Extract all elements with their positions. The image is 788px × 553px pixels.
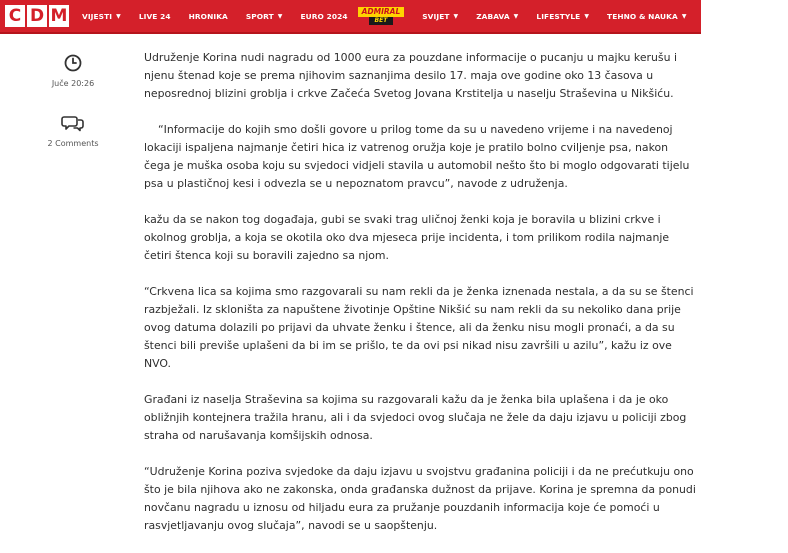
article-paragraph: kažu da se nakon tog događaja, gubi se svaki trag uličnoj ženki koja je boravila u blizini crkve i okolnog groblja, a koja se okotila oko dva mjeseca prije incidenta, i tom prilikom rodila najmanje četiri štenca koji su boravili zajedno sa njom. [144, 213, 670, 262]
nav-item-label: SPORT [245, 11, 274, 21]
article-paragraph: Građani iz naselja Straševina sa kojima su razgovarali kažu da je ženka bila uplašena i da je oko obližnjih kontejnera tražila hranu, ali i da svjedoci ovog slučaja ne žele da daju izjavu u policiji zbog straha od narušavanja komšijskih odnosa. [144, 393, 687, 442]
nav-item-label: ZABAVA [476, 11, 510, 21]
chevron-down-icon: ▼ [513, 12, 519, 20]
nav-item-label: VIJESTI [82, 11, 113, 21]
nav-item-live-24[interactable] [139, 12, 171, 21]
article-paragraph: “Crkvena lica sa kojima smo razgovarali su nam rekli da je ženka iznenada nestala, a da su se štenci razbježali. Iz skloništa za napuštene životinje Opštine Nikšić su nam rekli da su nekoliko dana prije ovog datuma dolazili po prijavi da uhvate ženku i štence, ali da ženku nisu mogli pronaći, a da su štenci bili previše uplašeni da bi im se prišlo, te da ovi psi nikad nisu završili u azilu”, kažu iz ove NVO. [144, 285, 694, 370]
clock-icon [64, 54, 82, 72]
nav-item-label: SVIJET [422, 11, 450, 21]
article-paragraph: Udruženje Korina nudi nagradu od 1000 eura za pouzdane informacije o pucanju u majku kerušu i njenu štenad koje se prema njihovim saznanjima desilo 17. maja ove godine oko 13 časova u neposrednoj blizini groblja i crkve Začeća Svetog Jovana Krstitelja u naselju Straševina u Nikšiću. [144, 51, 677, 100]
nav-item-tehno-nauka[interactable] [607, 12, 686, 21]
publish-time [38, 54, 108, 88]
nav-item-label: TEHNO & NAUKA [607, 11, 678, 21]
chevron-down-icon: ▼ [116, 12, 121, 20]
comments-count-text: 2 Comments [47, 139, 99, 148]
nav-item-sport[interactable] [246, 12, 283, 21]
site-logo[interactable] [5, 5, 71, 27]
nav-item-zabava[interactable] [476, 12, 518, 21]
chevron-down-icon: ▼ [453, 12, 459, 20]
main-nav [82, 0, 788, 32]
top-navigation-bar [0, 0, 770, 34]
nav-item-hronika[interactable] [189, 12, 228, 21]
article-meta [38, 54, 108, 148]
sponsor-promo-banner[interactable] [358, 1, 405, 31]
nav-item-auto[interactable] [747, 12, 770, 21]
nav-item-svijet[interactable] [422, 12, 458, 21]
publish-time-text: Juče 20:26 [51, 79, 95, 88]
chevron-down-icon: ▼ [277, 12, 283, 20]
comment-icon [62, 114, 84, 132]
nav-item-euro-2024[interactable] [301, 12, 348, 21]
nav-item-label: LIVE 24 [138, 11, 171, 21]
article-body [144, 49, 696, 553]
logo-letter: C [5, 5, 25, 27]
nav-item-lifestyle[interactable] [536, 12, 589, 21]
logo-letter: D [27, 5, 47, 27]
nav-item-label: HRONIKA [188, 11, 228, 21]
logo-letter: M [50, 6, 68, 26]
promo-bottom-text: BET [369, 17, 394, 25]
nav-item-label: GRAD [704, 11, 729, 21]
nav-item-label: LIFESTYLE [536, 11, 581, 21]
chevron-down-icon: ▼ [681, 12, 687, 20]
chevron-down-icon: ▼ [584, 12, 590, 20]
article-paragraph: “Udruženje Korina poziva svjedoke da daju izjavu u svojstvu građanina policiji i da ne prećutkuju ono što je bila njihova ako ne zakonska, onda građanska dužnost da prijave. Korina je spremna da ponudi novčanu nagradu u iznosu od hiljadu eura za pružanje pouzdanih informacija koje će pomoći u rasvjetljavanju ovog slučaja”, navodi se u saopštenju. [144, 465, 696, 532]
nav-item-grad[interactable] [705, 12, 729, 21]
nav-item-label: EURO 2024 [300, 11, 348, 21]
promo-top-text: ADMIRAL [358, 7, 405, 17]
nav-item-vijesti[interactable] [82, 12, 121, 21]
comments-link[interactable] [38, 114, 108, 148]
nav-item-label: AUTO [746, 11, 770, 21]
article-paragraph: “Informacije do kojih smo došli govore u prilog tome da su u navedeno vrijeme i na navedenoj lokaciji ispaljena najmanje četiri hica iz vatrenog oružja koje je pratilo bolno cviljenje psa, nakon čega je muška osoba koju su svjedoci vidjeli stavila u automobil nešto što bi moglo odgovarati tijelu psa u plastičnoj kesi i odvezla se u nepoznatom pravcu”, navode z udruženja. [144, 123, 690, 190]
